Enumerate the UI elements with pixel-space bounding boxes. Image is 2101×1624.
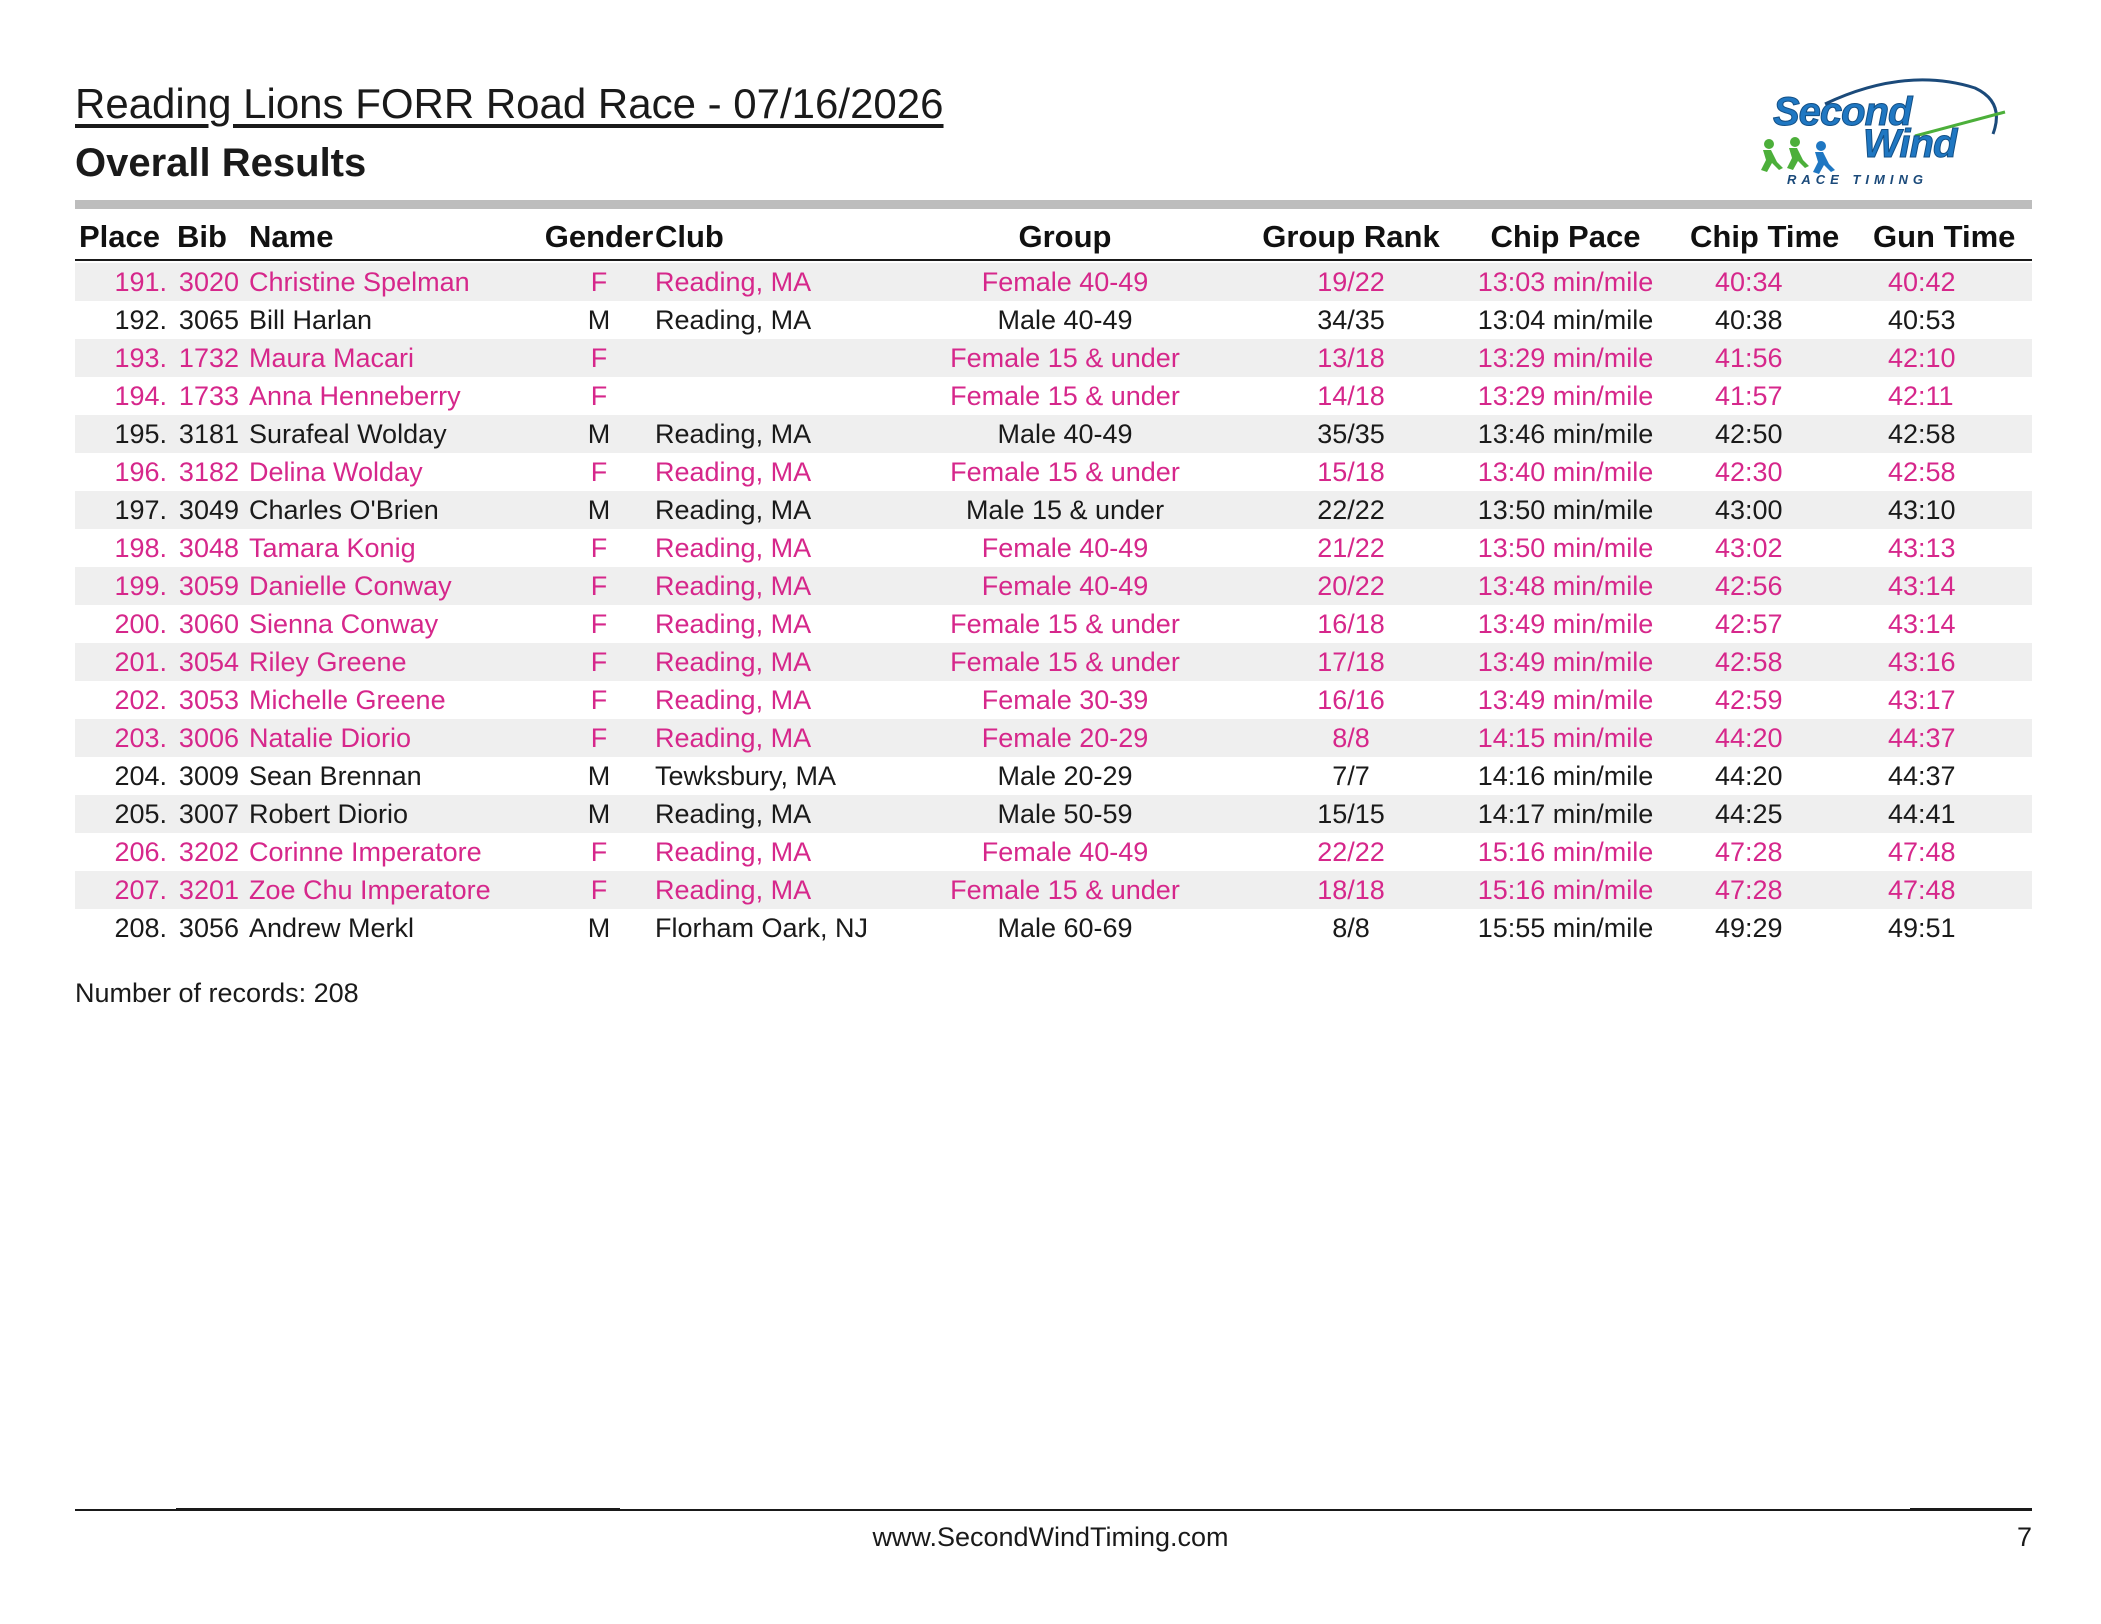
cell-chip-pace: 13:29 min/mile — [1449, 339, 1682, 377]
cell-gun-time: 47:48 — [1873, 871, 2032, 909]
cell-chip-pace: 13:49 min/mile — [1449, 643, 1682, 681]
cell-group-rank: 20/22 — [1253, 567, 1449, 605]
cell-group-rank: 15/15 — [1253, 795, 1449, 833]
cell-group: Female 40-49 — [981, 532, 1149, 563]
table-row — [75, 301, 2032, 339]
cell-name: Michelle Greene — [249, 684, 446, 715]
cell-group-rank: 21/22 — [1317, 532, 1385, 563]
col-header-club: Club — [655, 218, 724, 254]
cell-group-rank: 17/18 — [1253, 643, 1449, 681]
cell-group: Female 15 & under — [877, 643, 1253, 681]
cell-gun-time: 47:48 — [1888, 836, 1956, 867]
cell-bib: 3006 — [175, 719, 249, 757]
table-row — [75, 491, 2032, 529]
record-count: Number of records: 208 — [75, 978, 359, 1008]
table-row — [75, 833, 2032, 871]
cell-club: Tewksbury, MA — [655, 760, 837, 791]
cell-bib: 3056 — [178, 912, 239, 943]
cell-bib: 3060 — [178, 608, 239, 639]
cell-group: Female 15 & under — [877, 339, 1253, 377]
cell-group-rank: 19/22 — [1253, 263, 1449, 301]
cell-chip-pace: 13:48 min/mile — [1449, 567, 1682, 605]
cell-group: Female 15 & under — [950, 608, 1180, 639]
cell-gun-time: 44:37 — [1873, 719, 2032, 757]
cell-gender: M — [543, 795, 655, 833]
logo-tagline: RACE TIMING — [1787, 172, 1928, 187]
cell-gender: M — [587, 760, 611, 791]
cell-group: Female 30-39 — [981, 684, 1149, 715]
column-header-underline — [75, 259, 2032, 261]
cell-gun-time: 44:41 — [1873, 795, 2032, 833]
cell-bib: 3181 — [175, 415, 249, 453]
cell-place: 198. — [114, 532, 167, 563]
cell-gun-time: 43:10 — [1873, 491, 2032, 529]
cell-club — [655, 377, 877, 415]
col-header-chip-time: Chip Time — [1690, 218, 1840, 254]
table-row — [75, 263, 2032, 301]
cell-gender: F — [590, 836, 608, 867]
cell-gun-time: 43:14 — [1873, 567, 2032, 605]
cell-place: 199. — [75, 567, 175, 605]
cell-gun-time: 43:13 — [1888, 532, 1956, 563]
cell-name: Surafeal Wolday — [249, 415, 543, 453]
runner-icon — [1761, 137, 1809, 172]
cell-club: Reading, MA — [655, 608, 812, 639]
col-header-place: Place — [79, 218, 161, 254]
cell-group: Female 15 & under — [877, 871, 1253, 909]
cell-name: Tamara Konig — [249, 532, 416, 563]
table-row — [75, 339, 2032, 377]
cell-club: Reading, MA — [655, 491, 877, 529]
cell-chip-pace: 13:49 min/mile — [1477, 608, 1654, 639]
cell-chip-time: 41:57 — [1715, 380, 1783, 411]
cell-chip-pace: 14:16 min/mile — [1477, 760, 1654, 791]
cell-club: Reading, MA — [655, 415, 877, 453]
cell-group: Female 40-49 — [981, 836, 1149, 867]
cell-name: Christine Spelman — [249, 263, 543, 301]
cell-chip-pace: 15:16 min/mile — [1449, 871, 1682, 909]
cell-gun-time: 43:14 — [1888, 608, 1956, 639]
cell-chip-pace: 13:49 min/mile — [1477, 684, 1654, 715]
cell-group-rank: 8/8 — [1253, 719, 1449, 757]
cell-chip-pace: 14:17 min/mile — [1449, 795, 1682, 833]
cell-group: Male 50-59 — [877, 795, 1253, 833]
table-row — [75, 871, 2032, 909]
second-wind-logo — [1755, 74, 2025, 194]
cell-place: 193. — [75, 339, 175, 377]
cell-place: 208. — [114, 912, 167, 943]
cell-bib: 3065 — [178, 304, 239, 335]
cell-name: Anna Henneberry — [249, 380, 461, 411]
cell-club: Reading, MA — [655, 567, 877, 605]
col-header-chip-pace: Chip Pace — [1490, 218, 1641, 254]
cell-chip-time: 44:20 — [1715, 760, 1783, 791]
cell-club: Reading, MA — [655, 795, 877, 833]
cell-group: Female 15 & under — [950, 380, 1180, 411]
cell-gun-time: 40:42 — [1873, 263, 2032, 301]
cell-group: Male 20-29 — [997, 760, 1133, 791]
cell-gun-time: 49:51 — [1888, 912, 1956, 943]
results-body — [75, 259, 2032, 947]
cell-gun-time: 42:58 — [1873, 415, 2032, 453]
cell-chip-pace: 13:04 min/mile — [1477, 304, 1654, 335]
cell-chip-time: 42:56 — [1682, 567, 1873, 605]
col-header-gender: Gender — [544, 218, 654, 254]
logo-text-second: Second — [1773, 90, 1912, 134]
cell-name: Riley Greene — [249, 643, 543, 681]
cell-place: 207. — [75, 871, 175, 909]
col-header-gun-time: Gun Time — [1873, 218, 2016, 254]
table-row — [75, 377, 2032, 415]
cell-chip-time: 43:00 — [1682, 491, 1873, 529]
cell-group: Male 40-49 — [877, 415, 1253, 453]
cell-chip-time: 47:28 — [1682, 871, 1873, 909]
cell-bib: 1732 — [175, 339, 249, 377]
cell-group: Male 15 & under — [877, 491, 1253, 529]
cell-club: Reading, MA — [655, 871, 877, 909]
cell-club: Reading, MA — [655, 836, 812, 867]
table-row — [75, 909, 2032, 947]
cell-place: 205. — [75, 795, 175, 833]
cell-chip-time: 44:25 — [1682, 795, 1873, 833]
cell-group-rank: 7/7 — [1332, 760, 1370, 791]
cell-gender: F — [590, 380, 608, 411]
cell-group: Female 40-49 — [877, 567, 1253, 605]
table-row — [75, 719, 2032, 757]
cell-place: 192. — [114, 304, 167, 335]
cell-gun-time: 40:53 — [1888, 304, 1956, 335]
cell-gender: F — [543, 871, 655, 909]
cell-gun-time: 42:58 — [1888, 456, 1956, 487]
cell-chip-pace: 13:50 min/mile — [1477, 532, 1654, 563]
cell-chip-time: 47:28 — [1715, 836, 1783, 867]
cell-bib: 3059 — [175, 567, 249, 605]
cell-chip-time: 42:57 — [1715, 608, 1783, 639]
cell-group: Female 20-29 — [877, 719, 1253, 757]
table-row — [75, 453, 2032, 491]
table-row — [75, 757, 2032, 795]
cell-gender: F — [590, 456, 608, 487]
cell-group-rank: 16/18 — [1317, 608, 1385, 639]
cell-gender: F — [590, 532, 608, 563]
cell-club: Reading, MA — [655, 532, 812, 563]
cell-group-rank: 15/18 — [1317, 456, 1385, 487]
cell-gender: M — [543, 415, 655, 453]
cell-gender: F — [543, 263, 655, 301]
table-row — [75, 605, 2032, 643]
cell-gender: F — [543, 719, 655, 757]
cell-bib: 1733 — [178, 380, 239, 411]
cell-place: 202. — [114, 684, 167, 715]
cell-gender: M — [587, 304, 611, 335]
cell-name: Bill Harlan — [249, 304, 373, 335]
cell-place: 195. — [75, 415, 175, 453]
cell-chip-pace: 13:40 min/mile — [1477, 456, 1654, 487]
cell-name: Charles O'Brien — [249, 491, 543, 529]
results-table — [75, 214, 2032, 947]
cell-name: Maura Macari — [249, 339, 543, 377]
cell-bib: 3049 — [175, 491, 249, 529]
cell-chip-time: 42:59 — [1715, 684, 1783, 715]
footer-divider-accent — [176, 1508, 620, 1511]
cell-place: 200. — [114, 608, 167, 639]
cell-gender: F — [590, 684, 608, 715]
col-header-name: Name — [249, 218, 334, 254]
cell-gun-time: 42:10 — [1873, 339, 2032, 377]
cell-bib: 3020 — [175, 263, 249, 301]
cell-chip-pace: 13:03 min/mile — [1449, 263, 1682, 301]
col-header-bib: Bib — [177, 218, 227, 254]
cell-group-rank: 35/35 — [1253, 415, 1449, 453]
cell-bib: 3009 — [178, 760, 239, 791]
table-row — [75, 643, 2032, 681]
cell-bib: 3201 — [175, 871, 249, 909]
cell-name: Sean Brennan — [249, 760, 422, 791]
cell-club: Reading, MA — [655, 263, 877, 301]
table-row — [75, 415, 2032, 453]
cell-gender: F — [543, 567, 655, 605]
table-row — [75, 567, 2032, 605]
cell-group-rank: 14/18 — [1317, 380, 1385, 411]
cell-group-rank: 18/18 — [1253, 871, 1449, 909]
cell-name: Delina Wolday — [249, 456, 423, 487]
table-row — [75, 529, 2032, 567]
cell-chip-pace: 15:55 min/mile — [1477, 912, 1654, 943]
cell-name: Zoe Chu Imperatore — [249, 871, 543, 909]
page-number: 7 — [2016, 1522, 2032, 1552]
cell-bib: 3007 — [175, 795, 249, 833]
cell-group-rank: 34/35 — [1317, 304, 1385, 335]
cell-chip-time: 42:30 — [1715, 456, 1783, 487]
cell-name: Robert Diorio — [249, 795, 543, 833]
cell-gun-time: 43:16 — [1873, 643, 2032, 681]
cell-bib: 3054 — [175, 643, 249, 681]
cell-chip-time: 41:56 — [1682, 339, 1873, 377]
cell-group-rank: 16/16 — [1317, 684, 1385, 715]
table-header-row — [75, 214, 2032, 259]
cell-group: Male 60-69 — [997, 912, 1133, 943]
cell-chip-time: 42:50 — [1682, 415, 1873, 453]
cell-bib: 3202 — [178, 836, 239, 867]
cell-chip-time: 42:58 — [1682, 643, 1873, 681]
cell-name: Sienna Conway — [249, 608, 439, 639]
cell-chip-time: 43:02 — [1715, 532, 1783, 563]
cell-gender: F — [590, 608, 608, 639]
results-subtitle: Overall Results — [75, 141, 367, 185]
cell-gender: M — [543, 491, 655, 529]
col-header-group-rank: Group Rank — [1262, 218, 1440, 254]
cell-place: 201. — [75, 643, 175, 681]
race-title: Reading Lions FORR Road Race - 07/16/2026 — [75, 80, 944, 127]
logo-text-wind: Wind — [1863, 122, 1957, 166]
cell-chip-time: 40:38 — [1715, 304, 1783, 335]
cell-name: Andrew Merkl — [249, 912, 415, 943]
cell-club: Reading, MA — [655, 643, 877, 681]
cell-place: 197. — [75, 491, 175, 529]
cell-gun-time: 44:37 — [1888, 760, 1956, 791]
cell-club: Reading, MA — [655, 304, 812, 335]
cell-gender: F — [543, 339, 655, 377]
cell-club — [655, 339, 877, 377]
cell-bib: 3053 — [178, 684, 239, 715]
cell-name: Corinne Imperatore — [249, 836, 482, 867]
cell-gun-time: 42:11 — [1888, 380, 1954, 411]
cell-club: Florham Oark, NJ — [655, 912, 869, 943]
cell-chip-time: 49:29 — [1715, 912, 1783, 943]
cell-gender: F — [543, 643, 655, 681]
cell-place: 191. — [75, 263, 175, 301]
cell-bib: 3182 — [178, 456, 239, 487]
cell-chip-time: 40:34 — [1682, 263, 1873, 301]
cell-place: 196. — [114, 456, 167, 487]
cell-group: Male 40-49 — [997, 304, 1133, 335]
cell-name: Danielle Conway — [249, 567, 543, 605]
cell-bib: 3048 — [178, 532, 239, 563]
table-row — [75, 681, 2032, 719]
cell-name: Natalie Diorio — [249, 719, 543, 757]
cell-chip-pace: 15:16 min/mile — [1477, 836, 1654, 867]
col-header-group: Group — [1018, 218, 1112, 254]
cell-chip-pace: 13:50 min/mile — [1449, 491, 1682, 529]
header-divider — [75, 200, 2032, 209]
footer-divider-accent — [1910, 1508, 2032, 1511]
cell-group: Female 15 & under — [950, 456, 1180, 487]
cell-group-rank: 22/22 — [1253, 491, 1449, 529]
cell-club: Reading, MA — [655, 719, 877, 757]
cell-group-rank: 13/18 — [1253, 339, 1449, 377]
runner-icon — [1813, 141, 1835, 174]
cell-place: 194. — [114, 380, 167, 411]
cell-gun-time: 43:17 — [1888, 684, 1956, 715]
cell-chip-pace: 13:46 min/mile — [1449, 415, 1682, 453]
cell-place: 203. — [75, 719, 175, 757]
cell-club: Reading, MA — [655, 684, 812, 715]
cell-club: Reading, MA — [655, 456, 812, 487]
cell-place: 206. — [114, 836, 167, 867]
cell-chip-time: 44:20 — [1682, 719, 1873, 757]
cell-place: 204. — [114, 760, 167, 791]
cell-chip-pace: 13:29 min/mile — [1477, 380, 1654, 411]
footer-url: www.SecondWindTiming.com — [872, 1522, 1229, 1552]
cell-group: Female 40-49 — [877, 263, 1253, 301]
cell-gender: M — [587, 912, 611, 943]
cell-group-rank: 8/8 — [1332, 912, 1370, 943]
cell-group-rank: 22/22 — [1317, 836, 1385, 867]
cell-chip-pace: 14:15 min/mile — [1449, 719, 1682, 757]
table-row — [75, 795, 2032, 833]
